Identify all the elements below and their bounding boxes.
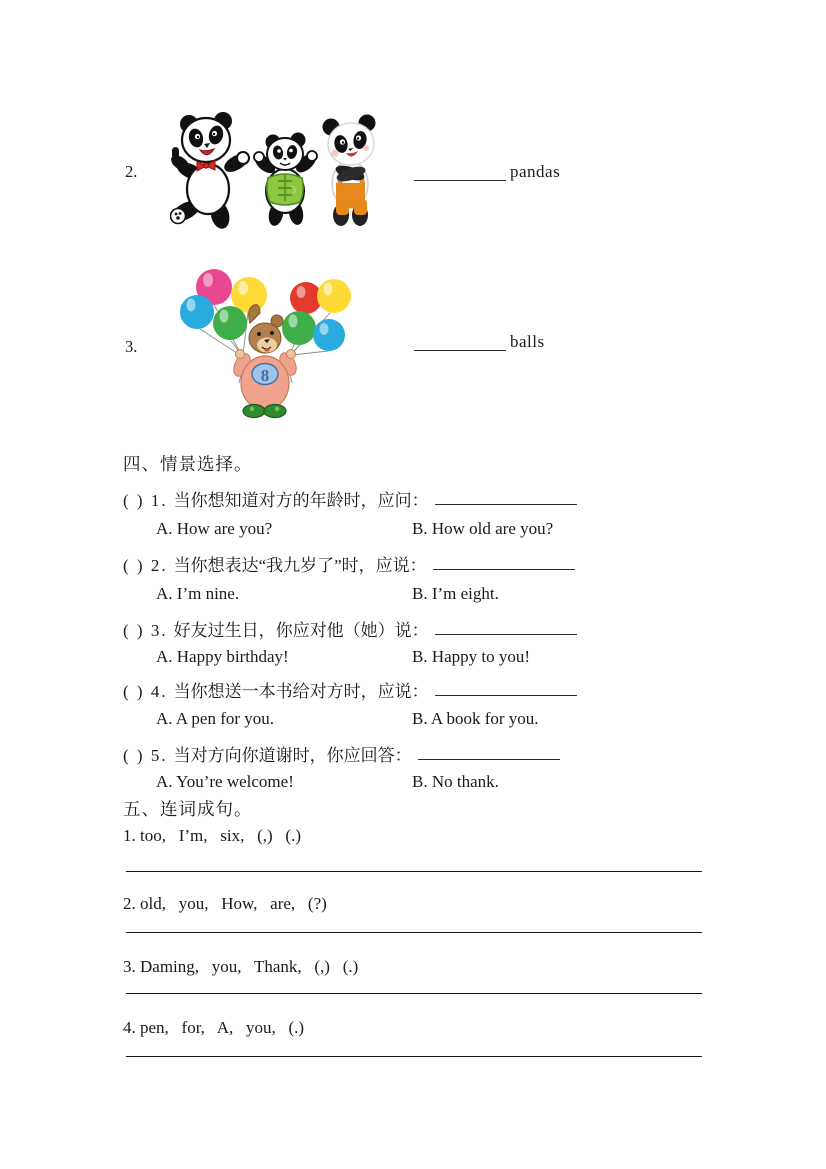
word-order-item-4: 4. pen, for, A, you, (.): [123, 1018, 305, 1037]
picture-item-3-blank: [414, 350, 506, 351]
question-1-option-a: A. How are you?: [156, 519, 273, 538]
question-4-prompt: 当你想送一本书给对方时，应说：: [173, 682, 429, 701]
picture-item-2-number: 2.: [125, 162, 138, 181]
scenario-question-2: [123, 551, 575, 576]
scenario-options-4: [123, 709, 756, 729]
scenario-options-3: [123, 647, 756, 667]
panda-orange-overalls-icon: [323, 115, 377, 227]
answer-line-1: [126, 871, 702, 872]
section-5-title: 五、连词成句。: [123, 799, 253, 819]
question-5-option-a: A. You’re welcome!: [156, 772, 294, 791]
question-3-option-a: A. Happy birthday!: [156, 647, 289, 666]
question-3-option-b: B. Happy to you!: [412, 647, 531, 666]
question-2-prompt: 当你想表达“我九岁了”时，应说：: [173, 556, 427, 575]
picture-item-3-word: balls: [510, 332, 545, 351]
question-5-option-b: B. No thank.: [412, 772, 499, 791]
question-4-paren: ( ) 4.: [123, 682, 168, 701]
word-order-item-1: 1. too, I’m, six, (,) (.): [123, 826, 302, 845]
question-1-paren: ( ) 1.: [123, 491, 168, 510]
word-order-item-2: 2. old, you, How, are, (?): [123, 894, 327, 913]
answer-line-2: [126, 932, 702, 933]
picture-item-2-word: pandas: [510, 162, 561, 181]
picture-item-2-blank: [414, 180, 506, 181]
scenario-question-3: [123, 616, 577, 641]
question-3-prompt: 好友过生日，你应对他（她）说：: [173, 621, 429, 640]
panda-dancing-icon: [170, 112, 251, 231]
question-2-option-a: A. I’m nine.: [156, 584, 240, 603]
scenario-options-1: [123, 519, 756, 539]
question-5-paren: ( ) 5.: [123, 746, 168, 765]
question-5-prompt: 当对方向你道谢时，你应回答：: [173, 746, 412, 765]
scenario-options-2: [123, 584, 756, 604]
word-order-item-3: 3. Daming, you, Thank, (,) (.): [123, 957, 359, 976]
question-4-option-a: A. A pen for you.: [156, 709, 275, 728]
answer-line-3: [126, 993, 702, 994]
question-2-paren: ( ) 2.: [123, 556, 168, 575]
bear-with-balloons-image: [178, 261, 363, 421]
scenario-options-5: [123, 772, 756, 792]
scenario-question-5: [123, 741, 560, 766]
question-3-paren: ( ) 3.: [123, 621, 168, 640]
picture-item-3-number: 3.: [125, 337, 138, 356]
balloon-bunch-right: [282, 279, 351, 351]
question-5-blank: [418, 755, 560, 760]
question-1-prompt: 当你想知道对方的年龄时，应问：: [173, 491, 429, 510]
question-3-blank: [435, 630, 577, 635]
three-pandas-image: [170, 111, 382, 232]
scenario-question-4: [123, 677, 577, 702]
section-4-title: 四、情景选择。: [123, 454, 253, 474]
question-1-option-b: B. How old are you?: [412, 519, 554, 538]
question-2-blank: [433, 565, 575, 570]
question-2-option-b: B. I’m eight.: [412, 584, 499, 603]
panda-green-vest-icon: [252, 133, 320, 228]
bear-bib-number: 8: [260, 366, 270, 385]
scenario-question-1: [123, 486, 577, 511]
question-4-blank: [435, 691, 577, 696]
question-1-blank: [435, 500, 577, 505]
answer-line-4: [126, 1056, 702, 1057]
question-4-option-b: B. A book for you.: [412, 709, 539, 728]
